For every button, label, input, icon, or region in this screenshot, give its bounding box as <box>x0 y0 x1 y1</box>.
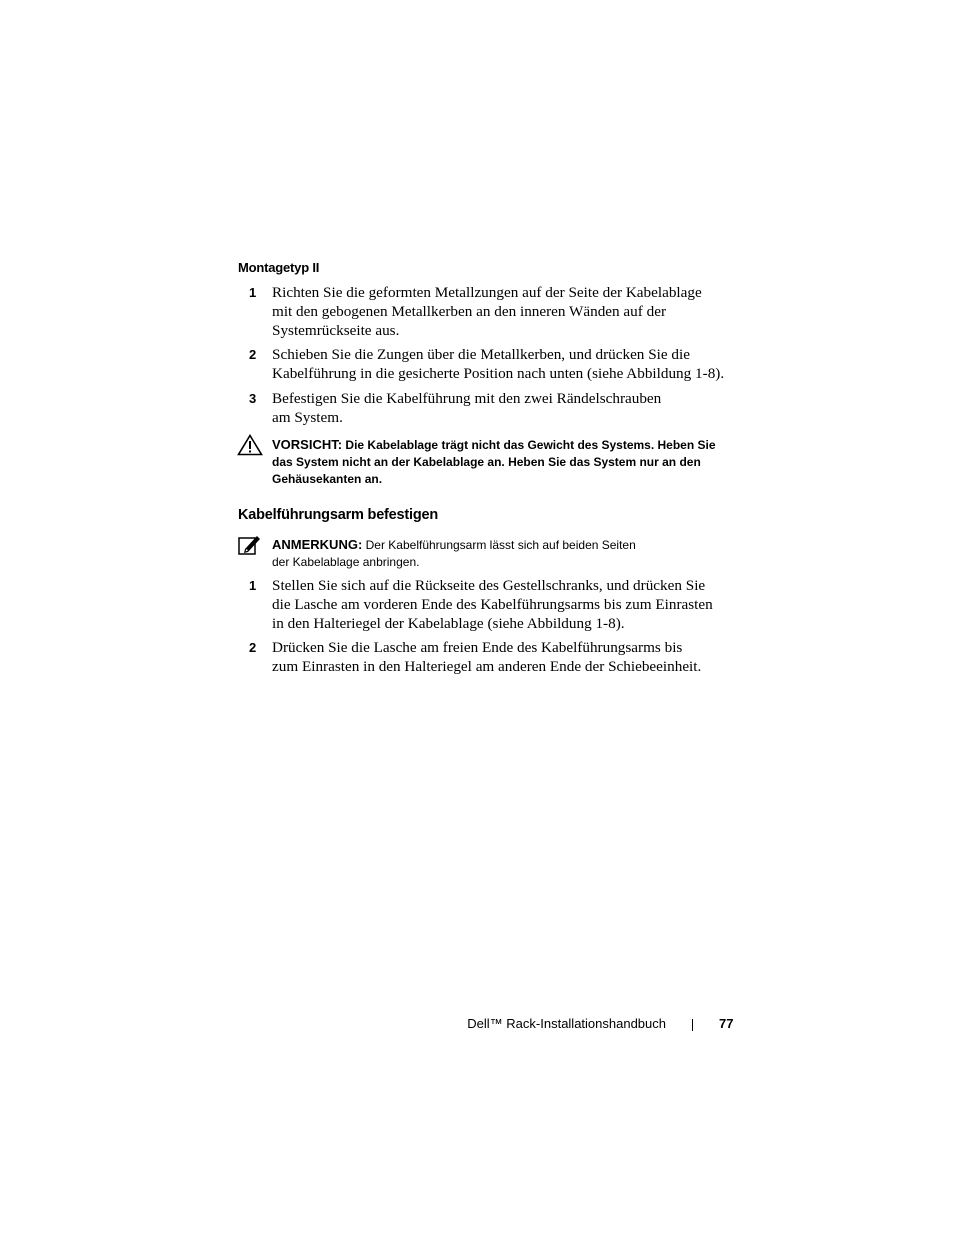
step-number: 2 <box>249 640 257 655</box>
warning-triangle-icon <box>237 434 263 456</box>
step-text: Richten Sie die geformten Metallzungen auf der Seite der Kabelablage mit den gebogenen Metallkerben an den inneren Wänden auf der Systemrückseite aus. <box>272 284 702 339</box>
step-text: Befestigen Sie die Kabelführung mit den zwei Rändelschrauben am System. <box>272 390 662 426</box>
step-number: 1 <box>249 285 257 300</box>
page-number: 77 <box>719 1016 734 1031</box>
footer-book-title: Dell™ Rack-Installationshandbuch <box>467 1016 666 1031</box>
note-text: ANMERKUNG: Der Kabelführungsarm lässt sich auf beiden Seiten der Kabelablage anbringen. <box>272 537 636 569</box>
step-number: 2 <box>249 347 257 362</box>
step-number: 3 <box>249 391 257 406</box>
caution-label: VORSICHT: <box>272 437 343 452</box>
section-heading-kabelfuehrungsarm: Kabelführungsarm befestigen <box>238 507 439 523</box>
step-number: 1 <box>249 578 257 593</box>
note-label: ANMERKUNG: <box>272 537 363 552</box>
step-text: Stellen Sie sich auf die Rückseite des Gestellschranks, und drücken Sie die Lasche am vorderen Ende des Kabelführungsarms bis zum Einrasten in den Halteriegel der Kabelablage (siehe Abbildung 1-8). <box>272 577 713 632</box>
footer-separator <box>692 1019 693 1031</box>
step-text: Schieben Sie die Zungen über die Metallkerben, und drücken Sie die Kabelführung in die gesicherte Position nach unten (siehe Abbildung 1-8). <box>272 346 725 382</box>
caution-text: VORSICHT: Die Kabelablage trägt nicht das Gewicht des Systems. Heben Sie das System nicht an der Kabelablage an. Heben Sie das System nur an den Gehäusekanten an. <box>272 437 716 486</box>
section-heading-montagetyp: Montagetyp II <box>238 260 320 275</box>
pencil-note-icon <box>237 534 261 556</box>
step-text: Drücken Sie die Lasche am freien Ende des Kabelführungsarms bis zum Einrasten in den Halteriegel am anderen Ende der Schiebeeinheit. <box>272 639 702 675</box>
